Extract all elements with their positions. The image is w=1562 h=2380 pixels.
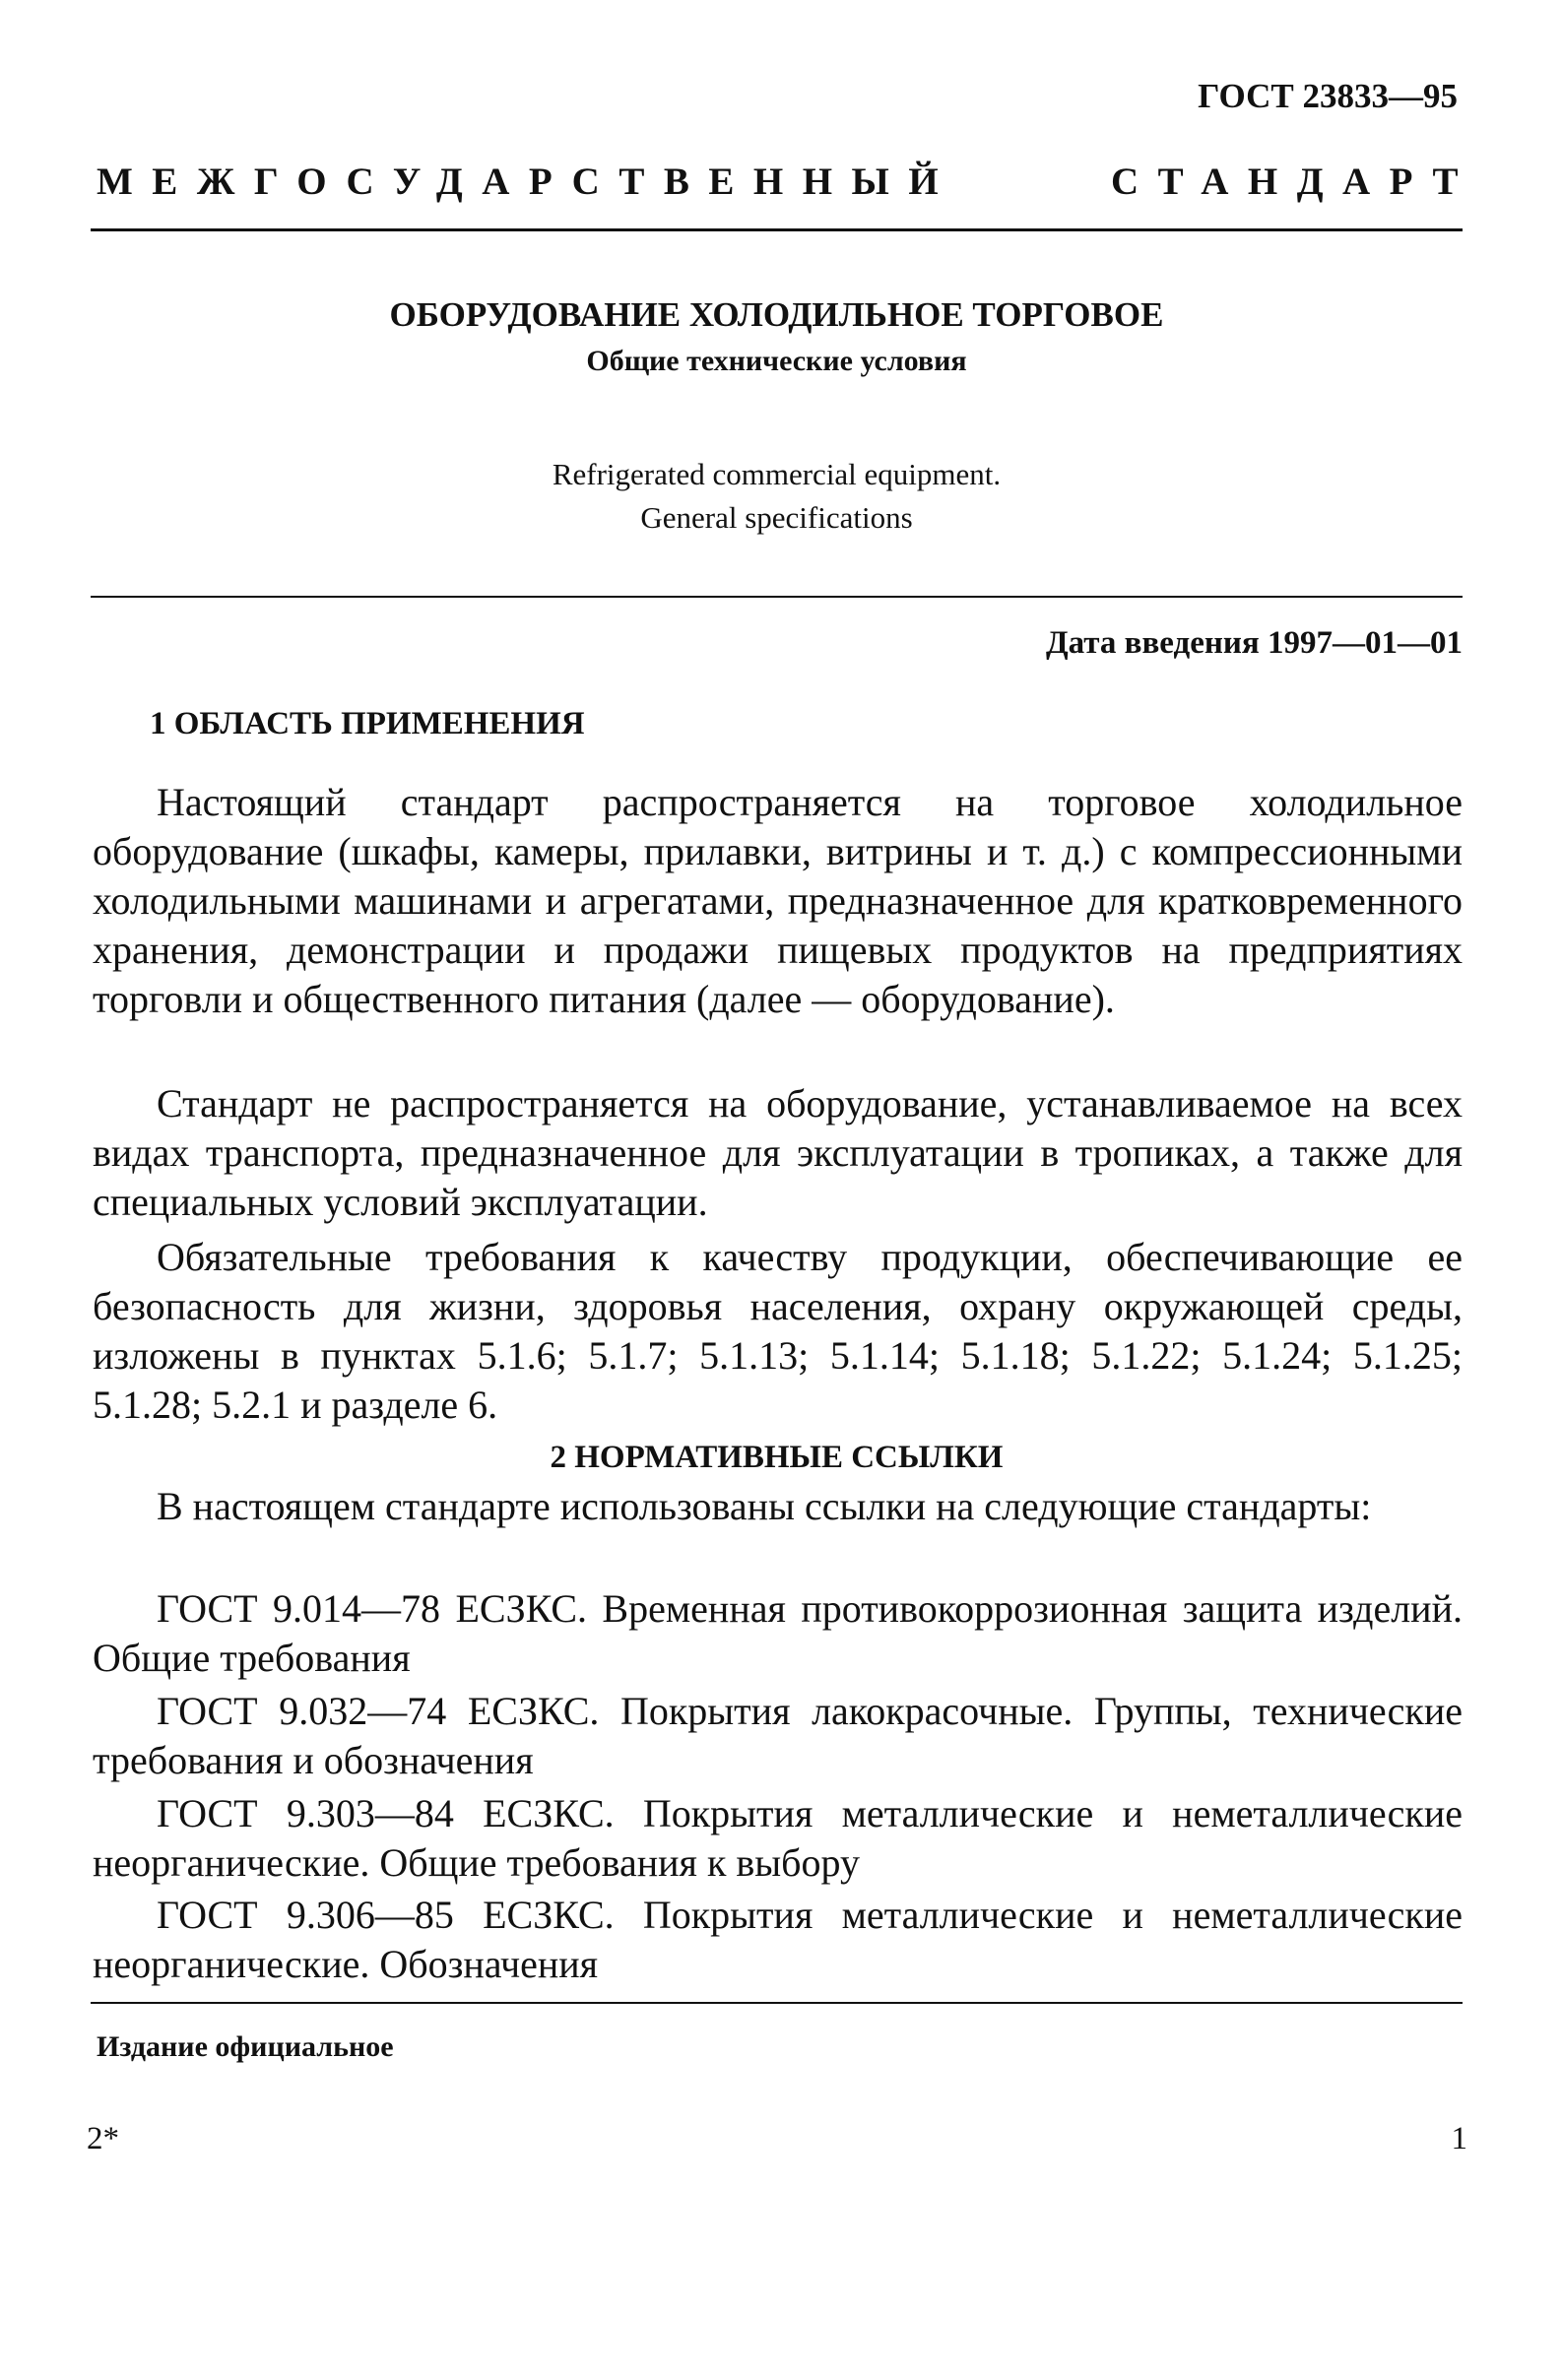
standard-code: ГОСТ 23833—95 (1198, 77, 1458, 115)
page-number: 1 (1451, 2121, 1467, 2156)
english-title-line1: Refrigerated commercial equipment. (552, 457, 1002, 491)
document-subtitle: Общие технические условия (586, 345, 967, 377)
section-2-intro: В настоящем стандарте использованы ссылки на следующие стандарты: (157, 1484, 1372, 1528)
signature-mark: 2* (87, 2121, 119, 2156)
footer-rule (91, 2002, 1463, 2004)
header-rule (91, 228, 1463, 231)
english-title-line2: General specifications (640, 500, 913, 535)
reference-item: ГОСТ 9.306—85 ЕСЗКС. Покрытия металлические и неметаллические неорганические. Обозначения (93, 1893, 1463, 1986)
reference-item: ГОСТ 9.303—84 ЕСЗКС. Покрытия металлические и неметаллические неорганические. Общие требования к выбору (93, 1791, 1463, 1885)
reference-item: ГОСТ 9.032—74 ЕСЗКС. Покрытия лакокрасочные. Группы, технические требования и обозначения (93, 1689, 1463, 1782)
banner-word-standard: СТАНДАРТ (1110, 161, 1477, 203)
section-2-heading: 2 НОРМАТИВНЫЕ ССЫЛКИ (550, 1440, 1004, 1475)
section-1-paragraph: Обязательные требования к качеству продукции, обеспечивающие ее безопасность для жизни, здоровья населения, охрану окружающей среды, изложены в пунктах 5.1.6; 5.1.7; 5.1.13; 5.1.14; 5.1.18; 5.1.22; 5.1.24; 5.1.25; 5.1.28; 5.2.1 и разделе 6. (93, 1235, 1463, 1427)
title-rule (91, 596, 1463, 598)
section-1-heading: 1 ОБЛАСТЬ ПРИМЕНЕНИЯ (150, 706, 585, 741)
official-edition-label: Издание официальное (97, 2030, 394, 2063)
standard-banner (97, 160, 1477, 204)
introduction-date: Дата введения 1997—01—01 (1045, 625, 1463, 661)
document-title: ОБОРУДОВАНИЕ ХОЛОДИЛЬНОЕ ТОРГОВОЕ (389, 295, 1164, 334)
section-1-paragraph: Настоящий стандарт распространяется на торговое холодильное оборудование (шкафы, камеры, прилавки, витрины и т. д.) с компрессионными холодильными машинами и агрегатами, предназначенное для кратковременного хранения, демонстрации и продажи пищевых продуктов на предприятиях торговли и общественного питания (далее — оборудование). (93, 780, 1463, 1021)
banner-word-interstate: МЕЖГОСУДАРСТВЕННЫЙ (97, 161, 958, 203)
reference-item: ГОСТ 9.014—78 ЕСЗКС. Временная противокоррозионная защита изделий. Общие требования (93, 1586, 1463, 1680)
section-1-paragraph: Стандарт не распространяется на оборудование, устанавливаемое на всех видах транспорта, предназначенное для эксплуатации в тропиках, а также для специальных условий эксплуатации. (93, 1081, 1463, 1224)
